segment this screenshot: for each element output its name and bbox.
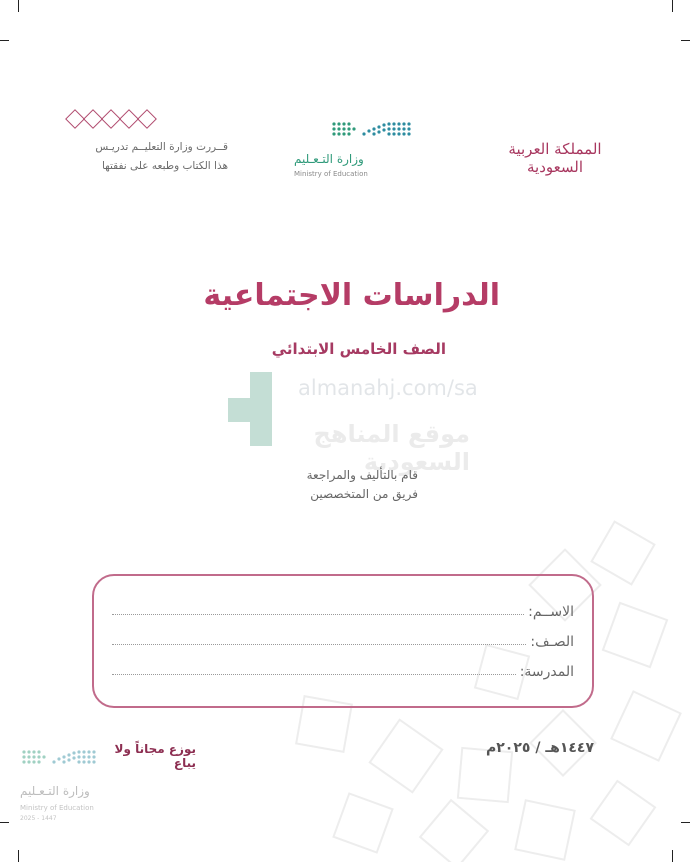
name-line[interactable] (112, 614, 524, 615)
authors-credit (220, 466, 418, 504)
watermark-site-name: موقع المناهج السعودية (313, 420, 470, 476)
footer-ministry-name-en: Ministry of Education (20, 804, 94, 812)
student-info-box (92, 574, 594, 708)
ministry-name-en: Ministry of Education (294, 170, 368, 178)
diamond-icon (137, 109, 157, 129)
approval-line-2: هذا الكتاب وطبعه على نفقتها (101, 160, 228, 172)
decorative-diamonds (68, 112, 154, 126)
ministry-logo-faded-icon (20, 746, 110, 774)
crop-mark (681, 40, 690, 41)
footer-years: 2025 - 1447 (20, 815, 57, 822)
authors-line-2: فريق من المتخصصين (310, 487, 418, 501)
crop-mark (672, 0, 673, 12)
watermark-url: almanahj.com/sa (298, 376, 478, 400)
diamond-icon (65, 109, 85, 129)
free-distribution-note: يوزع مجاناً ولا يباع (114, 742, 196, 770)
diamond-icon (119, 109, 139, 129)
approval-statement (28, 138, 228, 176)
crop-mark (0, 822, 9, 823)
kingdom-logo: المملكة العربية السعودية (508, 140, 602, 176)
diamond-icon (83, 109, 103, 129)
crop-mark (18, 0, 19, 12)
grade-label: الصـف: (530, 634, 574, 650)
school-field[interactable] (112, 658, 574, 680)
name-field[interactable] (112, 598, 574, 620)
crop-mark (18, 850, 19, 862)
school-label: المدرسة: (519, 664, 574, 680)
approval-line-1: قــررت وزارة التعليــم تدريـس (95, 141, 228, 153)
footer-ministry-name-ar: وزارة التـعـليم (20, 784, 90, 798)
grade-field[interactable] (112, 628, 574, 650)
grade-subtitle: الصف الخامس الابتدائي (271, 340, 446, 358)
school-line[interactable] (112, 674, 516, 675)
authors-line-1: قام بالتأليف والمراجعة (306, 468, 418, 482)
ministry-logo-icon (290, 118, 420, 148)
grade-line[interactable] (112, 644, 526, 645)
name-label: الاســم: (528, 604, 574, 620)
book-title: الدراسات الاجتماعية (203, 278, 500, 313)
diamond-icon (101, 109, 121, 129)
ministry-name-ar: وزارة التـعـليم (294, 152, 364, 166)
crop-mark (0, 40, 9, 41)
edition-year: ١٤٤٧هـ / ٢٠٢٥م (486, 740, 594, 756)
